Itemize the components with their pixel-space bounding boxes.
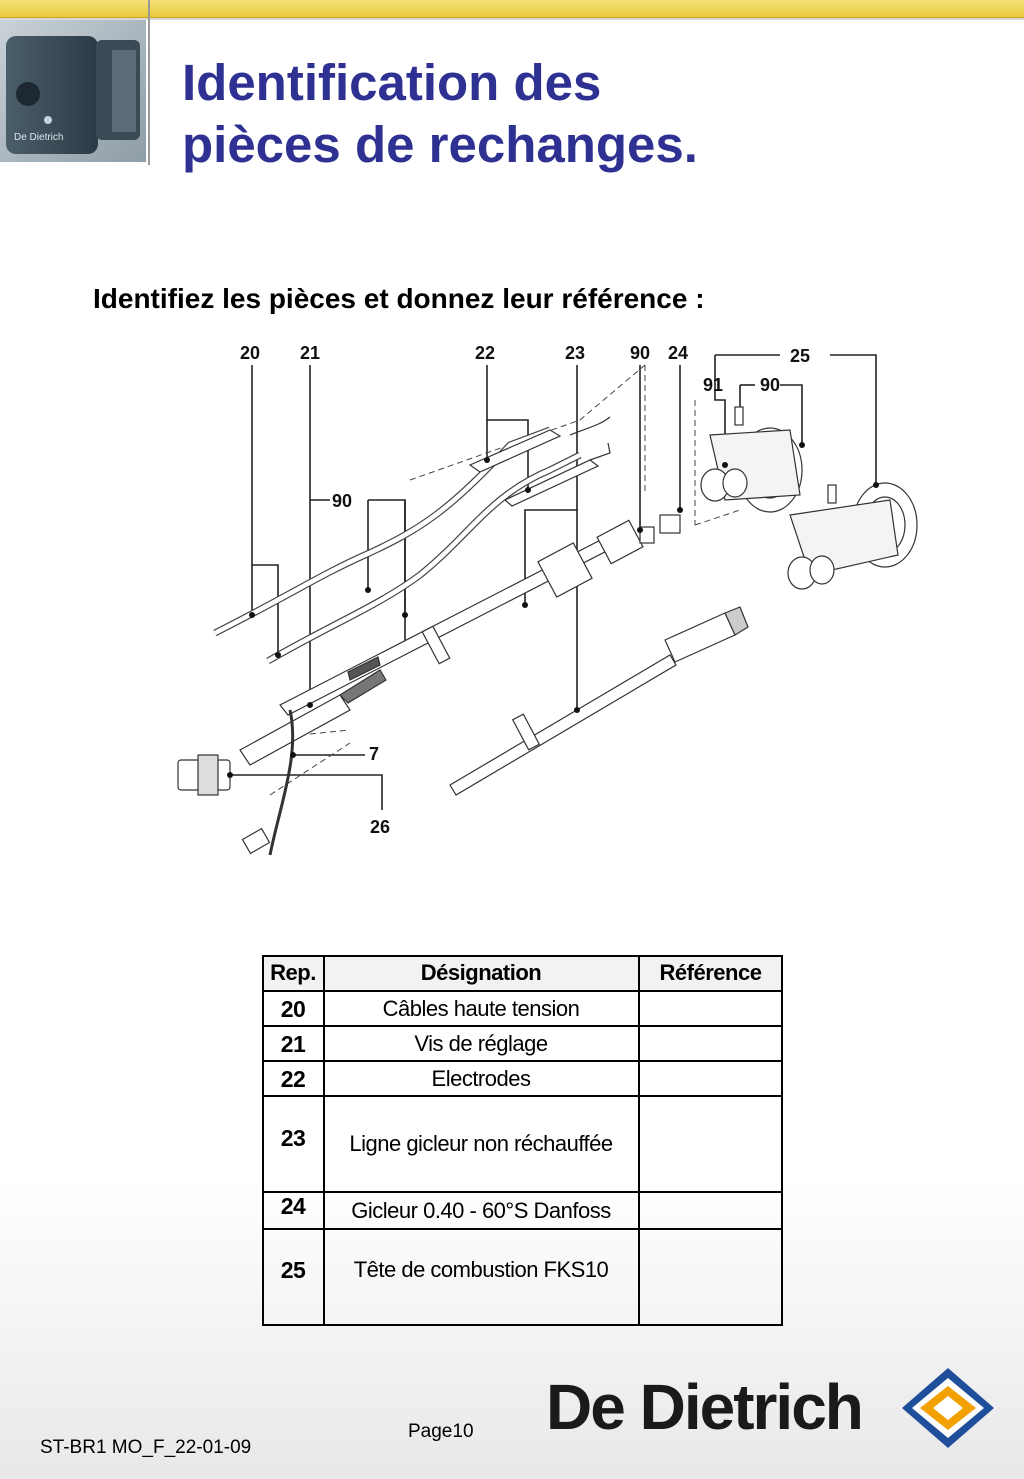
exploded-parts-diagram bbox=[150, 335, 950, 875]
table-row-rep: 25 bbox=[280, 1256, 306, 1283]
table-row-reference[interactable] bbox=[639, 1097, 782, 1191]
svg-text:De Dietrich: De Dietrich bbox=[14, 132, 64, 143]
table-row-designation: Vis de réglage bbox=[414, 1031, 548, 1056]
diagram-label-90-a: 90 bbox=[630, 343, 651, 363]
table-row-designation: Gicleur 0.40 - 60°S Danfoss bbox=[351, 1198, 611, 1223]
table-row-designation: Ligne gicleur non réchauffée bbox=[349, 1131, 613, 1156]
table-row-designation: Electrodes bbox=[431, 1066, 531, 1091]
header-vertical-rule bbox=[148, 0, 150, 165]
table-header-designation: Désignation bbox=[420, 960, 542, 985]
burner-product-photo bbox=[0, 20, 146, 162]
top-divider bbox=[0, 18, 1024, 20]
diagram-label-91: 91 bbox=[703, 375, 724, 395]
table-row-reference[interactable] bbox=[639, 1193, 782, 1229]
document-code: ST-BR1 MO_F_22-01-09 bbox=[40, 1437, 252, 1458]
diagram-label-90-c: 90 bbox=[332, 491, 353, 511]
page-title bbox=[182, 52, 882, 176]
table-row-designation: Tête de combustion FKS10 bbox=[353, 1257, 609, 1282]
diagram-label-90-b: 90 bbox=[760, 375, 781, 395]
table-row-rep: 22 bbox=[280, 1065, 306, 1092]
parts-table bbox=[262, 955, 783, 1326]
table-row-rep: 21 bbox=[280, 1030, 306, 1057]
top-accent-bar bbox=[0, 0, 1024, 18]
table-row-reference[interactable] bbox=[639, 1027, 782, 1061]
diagram-label-22: 22 bbox=[475, 343, 496, 363]
table-row-reference[interactable] bbox=[639, 1062, 782, 1096]
diagram-label-7: 7 bbox=[369, 744, 380, 764]
diagram-label-25: 25 bbox=[790, 346, 811, 366]
brand-name: De Dietrich bbox=[546, 1371, 862, 1443]
diagram-label-24: 24 bbox=[668, 343, 689, 363]
table-row-rep: 24 bbox=[280, 1193, 306, 1219]
brand-logo bbox=[546, 1368, 996, 1448]
table-row-reference[interactable] bbox=[639, 1230, 782, 1324]
diagram-label-23: 23 bbox=[565, 343, 586, 363]
table-row-reference[interactable] bbox=[639, 992, 782, 1026]
table-row-designation: Câbles haute tension bbox=[382, 996, 580, 1021]
diagram-label-20: 20 bbox=[240, 343, 261, 363]
table-header-reference: Référence bbox=[659, 960, 762, 985]
title-line-1: Identification des bbox=[182, 54, 602, 111]
table-row-rep: 20 bbox=[280, 995, 306, 1022]
diagram-label-26: 26 bbox=[370, 817, 391, 837]
page-number: Page10 bbox=[408, 1421, 474, 1442]
title-line-2: pièces de rechanges. bbox=[182, 116, 698, 173]
instruction-text: Identifiez les pièces et donnez leur référence : bbox=[93, 283, 705, 314]
table-row-rep: 23 bbox=[280, 1124, 306, 1151]
table-header-rep: Rep. bbox=[270, 960, 316, 985]
diamond-logo-icon bbox=[900, 1366, 996, 1450]
diagram-label-21: 21 bbox=[300, 343, 321, 363]
